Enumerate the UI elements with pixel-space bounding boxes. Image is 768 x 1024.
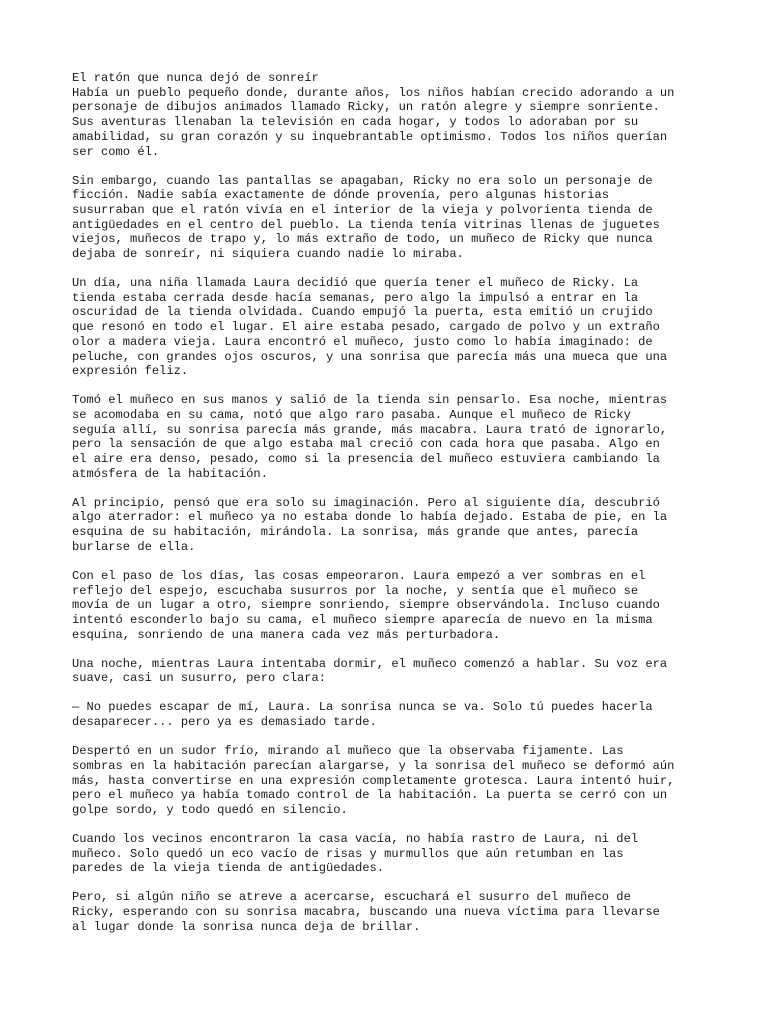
paragraph-line: paredes de la vieja tienda de antigüedades.	[72, 861, 385, 876]
paragraph-line: Cuando los vecinos encontraron la casa vacía, no había rastro de Laura, ni del	[72, 831, 639, 846]
paragraph	[72, 71, 712, 159]
paragraph-line: muñeco. Solo quedó un eco vacío de risas y murmullos que aún retumban en las	[72, 846, 624, 861]
dialogue-paragraph	[72, 700, 712, 729]
paragraph-line: Una noche, mientras Laura intentaba dormir, el muñeco comenzó a hablar. Su voz era	[72, 656, 668, 671]
paragraph-line: Tomó el muñeco en sus manos y salió de la tienda sin pensarlo. Esa noche, mientras	[72, 393, 668, 408]
paragraph-line: el aire era denso, pesado, como si la presencia del muñeco estuviera cambiando la	[72, 452, 660, 467]
paragraph-line: esquina de su habitación, mirándola. La sonrisa, más grande que antes, parecía	[72, 525, 639, 540]
document-title: El ratón que nunca dejó de sonreír	[72, 71, 319, 85]
paragraph-line: dejaba de sonreír, ni siquiera cuando nadie lo miraba.	[72, 247, 464, 262]
paragraph	[72, 890, 712, 934]
paragraph-line: expresión feliz.	[72, 364, 189, 379]
paragraph	[72, 393, 712, 481]
paragraph-line: seguía allí, su sonrisa parecía más grande, más macabra. Laura trató de ignorarlo,	[72, 422, 668, 437]
paragraph-line: que resonó en todo el lugar. El aire estaba pesado, cargado de polvo y un extraño	[72, 320, 660, 335]
paragraph	[72, 276, 712, 379]
paragraph-line: pero la sensación de que algo estaba mal creció con cada hora que pasaba. Algo en	[72, 437, 660, 452]
paragraph-line: esquina, sonriendo de una manera cada vez más perturbadora.	[72, 627, 501, 642]
paragraph-line: se acomodaba en su cama, notó que algo raro pasaba. Aunque el muñeco de Ricky	[72, 407, 631, 422]
paragraph-line: oscuridad de la tienda olvidada. Cuando empujó la puerta, esta emitió un crujido	[72, 305, 653, 320]
paragraph-line: Sus aventuras llenaban la televisión en cada hogar, y todos lo adoraban por su	[72, 115, 639, 130]
paragraph-line: personaje de dibujos animados llamado Ricky, un ratón alegre y siempre sonriente.	[72, 100, 660, 115]
paragraph	[72, 569, 712, 643]
paragraph-line: suave, casi un susurro, pero clara:	[72, 671, 327, 686]
paragraph-line: Ricky, esperando con su sonrisa macabra, buscando una nueva víctima para llevarse	[72, 905, 660, 920]
paragraph-line: tienda estaba cerrada desde hacía semanas, pero algo la impulsó a entrar en la	[72, 290, 639, 305]
paragraph-line: al lugar donde la sonrisa nunca deja de brillar.	[72, 919, 421, 934]
paragraph-line: Pero, si algún niño se atreve a acercarse, escuchará el susurro del muñeco de	[72, 890, 631, 905]
paragraph-line: Despertó en un sudor frío, mirando al muñeco que la observaba fijamente. Las	[72, 744, 624, 759]
paragraph-line: pero el muñeco ya había tomado control de la habitación. La puerta se cerró con un	[72, 788, 668, 803]
paragraph-line: movía de un lugar a otro, siempre sonriendo, siempre observándola. Incluso cuando	[72, 598, 660, 613]
paragraph-line: Con el paso de los días, las cosas empeoraron. Laura empezó a ver sombras en el	[72, 568, 646, 583]
paragraph	[72, 657, 712, 686]
paragraph-line: ser como él.	[72, 144, 160, 159]
paragraph-line: antigüedades en el centro del pueblo. La tienda tenía vitrinas llenas de juguetes	[72, 217, 660, 232]
paragraph-line: golpe sordo, y todo quedó en silencio.	[72, 802, 348, 817]
paragraph-line: Sin embargo, cuando las pantallas se apagaban, Ricky no era solo un personaje de	[72, 173, 653, 188]
paragraph-line: burlarse de ella.	[72, 539, 196, 554]
paragraph-line: viejos, muñecos de trapo y, lo más extraño de todo, un muñeco de Ricky que nunca	[72, 232, 653, 247]
paragraph	[72, 832, 712, 876]
paragraph-line: Al principio, pensó que era solo su imaginación. Pero al siguiente día, descubrió	[72, 495, 660, 510]
paragraph-line: peluche, con grandes ojos oscuros, y una sonrisa que parecía más una mueca que una	[72, 349, 668, 364]
paragraph	[72, 496, 712, 555]
paragraph-line: amabilidad, su gran corazón y su inquebrantable optimismo. Todos los niños querían	[72, 129, 668, 144]
paragraph	[72, 744, 712, 818]
paragraph-line: sombras en la habitación parecían alargarse, y la sonrisa del muñeco se deformó aún	[72, 758, 675, 773]
paragraph-line: olor a madera vieja. Laura encontró el muñeco, justo como lo había imaginado: de	[72, 334, 653, 349]
paragraph-line: Un día, una niña llamada Laura decidió que quería tener el muñeco de Ricky. La	[72, 276, 639, 291]
paragraph-line: desaparecer... pero ya es demasiado tarde.	[72, 715, 377, 730]
paragraph-line: más, hasta convertirse en una expresión completamente grotesca. Laura intentó huir,	[72, 773, 675, 788]
paragraph-line: Había un pueblo pequeño donde, durante años, los niños habían crecido adorando a un	[72, 85, 675, 100]
paragraph	[72, 174, 712, 262]
paragraph-line: susurraban que el ratón vivía en el interior de la vieja y polvorienta tienda de	[72, 202, 653, 217]
paragraph-line: ficción. Nadie sabía exactamente de dónde provenía, pero algunas historias	[72, 188, 610, 203]
paragraph-line: — No puedes escapar de mí, Laura. La sonrisa nunca se va. Solo tú puedes hacerla	[72, 700, 653, 715]
paragraph-line: algo aterrador: el muñeco ya no estaba donde lo había dejado. Estaba de pie, en la	[72, 510, 668, 525]
paragraph-line: reflejo del espejo, escuchaba susurros por la noche, y sentía que el muñeco se	[72, 583, 639, 598]
paragraph-line: intentó esconderlo bajo su cama, el muñeco siempre aparecía de nuevo en la misma	[72, 612, 653, 627]
paragraph-line: atmósfera de la habitación.	[72, 466, 268, 481]
document-page	[72, 71, 712, 949]
